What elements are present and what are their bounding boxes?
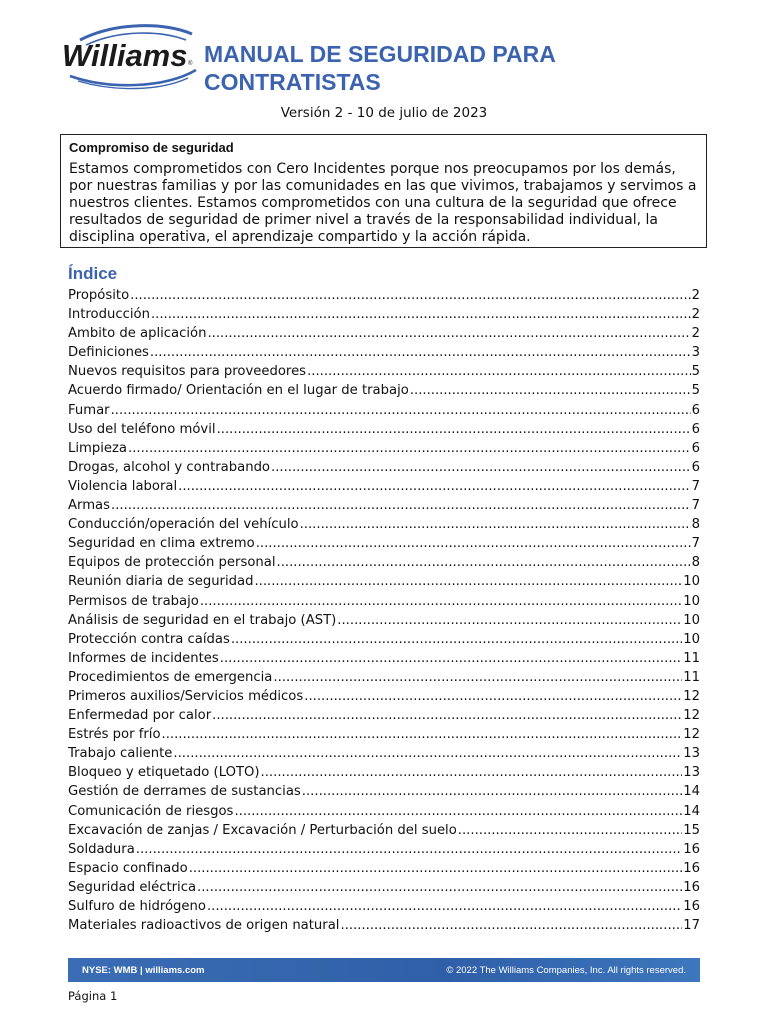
toc-entry-title: Sulfuro de hidrógeno: [68, 899, 206, 914]
toc-entry[interactable]: [68, 403, 700, 422]
toc-entry-title: Ámbito de aplicación: [68, 326, 207, 342]
toc-dot-leader: [130, 288, 690, 303]
toc-entry-title: Enfermedad por calor: [68, 708, 212, 724]
toc-entry-page: 5: [691, 383, 700, 399]
toc-dot-leader: [302, 784, 682, 799]
toc-entry-title: Bloqueo y etiquetado (LOTO): [68, 765, 260, 781]
footer-bar: [68, 958, 700, 982]
toc-entry-page: 12: [683, 727, 700, 743]
toc-dot-leader: [261, 765, 683, 780]
toc-entry-title: Materiales radioactivos de origen natural: [68, 918, 340, 934]
toc-entry-page: 16: [683, 879, 700, 895]
table-of-contents: [68, 288, 700, 937]
toc-entry[interactable]: [68, 899, 700, 918]
toc-dot-leader: [150, 345, 691, 360]
williams-logo: [60, 18, 200, 98]
toc-dot-leader: [337, 613, 682, 628]
safety-commitment-box: [60, 134, 707, 248]
toc-entry-title: Primeros auxilios/Servicios médicos: [68, 688, 304, 704]
toc-entry[interactable]: [68, 689, 700, 708]
toc-dot-leader: [273, 670, 682, 685]
toc-dot-leader: [300, 517, 691, 532]
commitment-text: Estamos comprometidos con Cero Incidentes porque nos preocupamos por los demás, por nuestras familias y por las comunidades en las que vivimos, trabajamos y servimos a nuestros clientes. Estamos comprometidos con una cultura de la seguridad que ofrece resultados de seguridad de primer nivel a través de la responsabilidad individual, la disciplina operativa, el aprendizaje compartido y la acción rápida.: [69, 161, 697, 245]
toc-dot-leader: [111, 498, 691, 513]
toc-entry-title: Análisis de seguridad en el trabajo (AST): [68, 612, 337, 628]
toc-dot-leader: [200, 594, 682, 609]
toc-dot-leader: [189, 861, 683, 876]
commitment-heading: Compromiso de seguridad: [69, 140, 234, 155]
toc-entry-page: 8: [691, 517, 700, 533]
toc-entry-page: 11: [683, 650, 700, 666]
toc-entry[interactable]: [68, 727, 700, 746]
toc-entry[interactable]: [68, 422, 700, 441]
toc-entry[interactable]: [68, 383, 700, 402]
toc-entry-title: Drogas, alcohol y contrabando: [68, 459, 271, 475]
toc-entry-page: 10: [683, 612, 700, 628]
toc-entry-page: 6: [691, 421, 700, 437]
toc-dot-leader: [178, 479, 690, 494]
toc-entry-page: 16: [683, 841, 700, 857]
toc-dot-leader: [231, 632, 682, 647]
toc-entry-page: 10: [683, 593, 700, 609]
toc-entry[interactable]: [68, 326, 700, 345]
toc-entry-page: 6: [691, 459, 700, 475]
toc-entry-page: 10: [683, 631, 700, 647]
toc-entry[interactable]: [68, 479, 700, 498]
toc-entry[interactable]: [68, 441, 700, 460]
toc-entry[interactable]: [68, 670, 700, 689]
toc-entry-page: 6: [691, 402, 700, 418]
toc-entry-title: Comunicación de riesgos: [68, 803, 234, 819]
toc-entry[interactable]: [68, 613, 700, 632]
toc-entry-page: 14: [683, 784, 700, 800]
toc-entry-title: Informes de incidentes: [68, 650, 219, 666]
toc-entry-title: Excavación de zanjas / Excavación / Perturbación del suelo: [68, 822, 457, 838]
toc-entry-title: Propósito: [68, 288, 130, 303]
toc-entry-title: Equipos de protección personal: [68, 555, 276, 571]
toc-entry-title: Violencia laboral: [68, 478, 178, 494]
toc-dot-leader: [307, 364, 691, 379]
toc-entry-title: Procedimientos de emergencia: [68, 669, 273, 685]
toc-dot-leader: [173, 746, 682, 761]
toc-entry[interactable]: [68, 861, 700, 880]
toc-entry[interactable]: [68, 784, 700, 803]
toc-entry[interactable]: [68, 804, 700, 823]
toc-entry-page: 7: [691, 478, 700, 494]
toc-entry-page: 11: [683, 669, 700, 685]
toc-entry[interactable]: [68, 345, 700, 364]
toc-entry-page: 15: [683, 822, 700, 838]
toc-entry-title: Conducción/operación del vehículo: [68, 517, 299, 533]
toc-dot-leader: [197, 880, 682, 895]
toc-entry-page: 17: [683, 918, 700, 934]
toc-entry-page: 12: [683, 708, 700, 724]
toc-entry-title: Definiciones: [68, 345, 149, 361]
toc-dot-leader: [271, 460, 691, 475]
logo-wordmark: Williams: [62, 38, 188, 73]
toc-entry-title: Estrés por frío: [68, 727, 161, 743]
toc-dot-leader: [128, 441, 691, 456]
toc-entry[interactable]: [68, 880, 700, 899]
toc-entry-page: 13: [683, 765, 700, 781]
toc-entry[interactable]: [68, 288, 700, 307]
toc-heading: Índice: [68, 264, 118, 283]
toc-entry-page: 13: [683, 746, 700, 762]
toc-dot-leader: [207, 326, 690, 341]
toc-entry[interactable]: [68, 460, 700, 479]
toc-entry-title: Nuevos requisitos para proveedores: [68, 364, 307, 380]
toc-entry[interactable]: [68, 364, 700, 383]
toc-entry-title: Trabajo caliente: [68, 746, 173, 762]
toc-entry[interactable]: [68, 918, 700, 937]
toc-entry[interactable]: [68, 536, 700, 555]
footer-copyright: © 2022 The Williams Companies, Inc. All rights reserved.: [446, 964, 686, 976]
toc-dot-leader: [136, 842, 682, 857]
toc-entry[interactable]: [68, 632, 700, 651]
toc-entry-page: 16: [683, 860, 700, 876]
toc-entry[interactable]: [68, 594, 700, 613]
toc-entry[interactable]: [68, 708, 700, 727]
toc-entry-title: Espacio confinado: [68, 860, 188, 876]
toc-dot-leader: [207, 899, 682, 914]
toc-entry-page: 2: [691, 307, 700, 323]
toc-entry-title: Acuerdo firmado/ Orientación en el lugar de trabajo: [68, 383, 409, 399]
toc-entry-title: Seguridad en clima extremo: [68, 536, 255, 552]
toc-entry-page: 12: [683, 688, 700, 704]
toc-entry-page: 5: [691, 364, 700, 380]
toc-entry[interactable]: [68, 765, 700, 784]
toc-dot-leader: [162, 727, 683, 742]
toc-dot-leader: [217, 422, 691, 437]
toc-entry[interactable]: [68, 842, 700, 861]
toc-dot-leader: [111, 403, 691, 418]
toc-dot-leader: [212, 708, 682, 723]
toc-entry-title: Gestión de derrames de sustancias: [68, 784, 301, 800]
toc-dot-leader: [234, 804, 682, 819]
toc-entry-title: Permisos de trabajo: [68, 593, 199, 609]
footer-ticker: NYSE: WMB | williams.com: [82, 964, 205, 976]
toc-entry-page: 14: [683, 803, 700, 819]
toc-entry[interactable]: [68, 574, 700, 593]
toc-entry-page: 3: [691, 345, 700, 361]
toc-entry[interactable]: [68, 307, 700, 326]
toc-entry-title: Soldadura: [68, 841, 135, 857]
toc-entry[interactable]: [68, 823, 700, 842]
toc-dot-leader: [458, 823, 682, 838]
toc-entry[interactable]: [68, 517, 700, 536]
toc-entry-page: 7: [691, 498, 700, 514]
toc-entry-title: Reunión diaria de seguridad: [68, 574, 254, 590]
toc-entry-page: 2: [691, 326, 700, 342]
toc-dot-leader: [254, 574, 682, 589]
toc-entry-page: 10: [683, 574, 700, 590]
toc-entry-page: 8: [691, 555, 700, 571]
toc-entry[interactable]: [68, 498, 700, 517]
toc-entry-title: Limpieza: [68, 440, 128, 456]
toc-entry[interactable]: [68, 651, 700, 670]
toc-entry-page: 6: [691, 440, 700, 456]
toc-entry-title: Protección contra caídas: [68, 631, 230, 647]
toc-entry-page: 16: [683, 899, 700, 914]
toc-dot-leader: [340, 918, 682, 933]
toc-dot-leader: [277, 555, 691, 570]
version-line: Versión 2 - 10 de julio de 2023: [280, 105, 488, 121]
toc-entry-title: Introducción: [68, 307, 150, 323]
toc-dot-leader: [410, 383, 691, 398]
page-number: Página 1: [68, 989, 118, 1003]
svg-text:®: ®: [188, 61, 193, 67]
toc-entry-title: Fumar: [68, 402, 110, 418]
toc-dot-leader: [256, 536, 691, 551]
toc-entry-title: Seguridad eléctrica: [68, 879, 197, 895]
toc-entry-title: Uso del teléfono móvil: [68, 421, 216, 437]
toc-dot-leader: [220, 651, 682, 666]
toc-entry-page: 7: [691, 536, 700, 552]
toc-entry[interactable]: [68, 746, 700, 765]
toc-dot-leader: [151, 307, 691, 322]
toc-dot-leader: [304, 689, 682, 704]
document-title: MANUAL DE SEGURIDAD PARA CONTRATISTAS: [204, 41, 555, 95]
toc-entry[interactable]: [68, 555, 700, 574]
toc-entry-page: 2: [691, 288, 700, 303]
toc-entry-title: Armas: [68, 498, 111, 514]
